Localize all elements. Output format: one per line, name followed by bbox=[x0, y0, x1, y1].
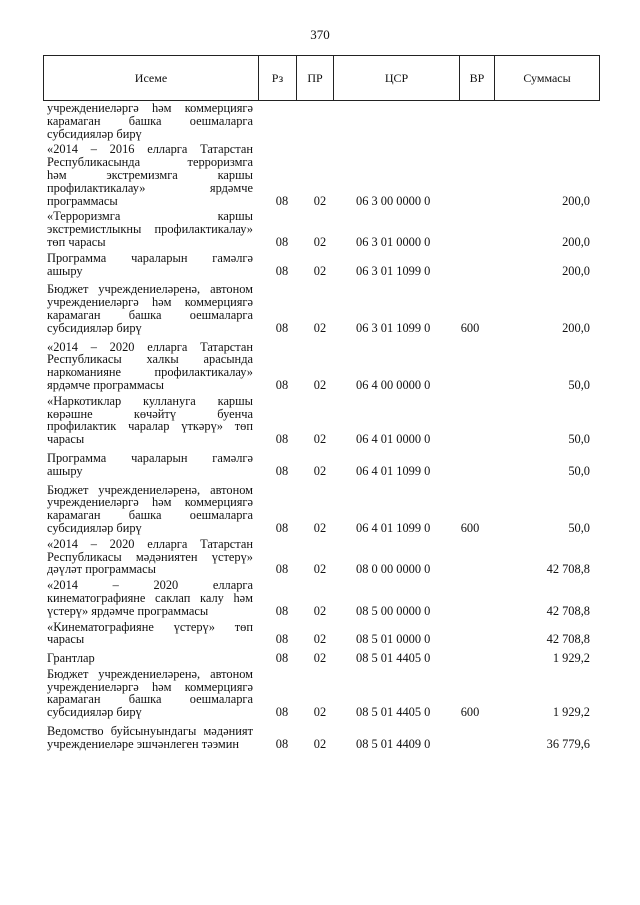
column-header-pr: ПР bbox=[297, 56, 334, 101]
row-name-line: карамаган башка оешмаларга bbox=[47, 692, 253, 707]
row-name bbox=[47, 652, 253, 665]
cell-pr: 02 bbox=[313, 651, 327, 666]
table-row bbox=[0, 143, 640, 207]
row-name bbox=[47, 484, 253, 535]
row-name-line: наркоманияне профилактикалау» bbox=[47, 365, 253, 380]
row-name-line: учреждениеләргә һәм коммерциягә bbox=[47, 295, 253, 310]
cell-csr: 08 5 00 0000 0 bbox=[356, 603, 431, 618]
page-number: 370 bbox=[310, 27, 330, 42]
row-name bbox=[47, 143, 253, 207]
table-row bbox=[0, 102, 640, 140]
row-name-line: субсидияләр бирү bbox=[47, 320, 142, 335]
cell-sum: 42 708,8 bbox=[546, 632, 590, 647]
cell-vr: 600 bbox=[460, 705, 480, 720]
column-header-name: Исеме bbox=[44, 56, 259, 101]
cell-csr: 08 5 01 4405 0 bbox=[356, 651, 431, 666]
row-name-line: кинематографияне саклап калу һәм bbox=[47, 590, 253, 605]
cell-sum: 200,0 bbox=[562, 234, 590, 249]
row-name-line: субсидияләр бирү bbox=[47, 520, 142, 535]
row-name-line: профилактикалау» ярдәмче bbox=[47, 180, 253, 195]
cell-rz: 08 bbox=[275, 234, 289, 249]
cell-sum: 42 708,8 bbox=[546, 603, 590, 618]
row-name bbox=[47, 621, 253, 647]
table-row bbox=[0, 484, 640, 535]
cell-pr: 02 bbox=[313, 320, 327, 335]
column-header-sum: Суммасы bbox=[495, 56, 600, 101]
row-name-line: учреждениеләре эшчәнлеген тәэмин bbox=[47, 736, 240, 751]
row-name-line: көрәшне көчәйтү буенча bbox=[47, 406, 253, 421]
cell-rz: 08 bbox=[275, 562, 289, 577]
row-name bbox=[47, 283, 253, 334]
cell-pr: 02 bbox=[313, 603, 327, 618]
row-name-line: Программа чараларын гамәлгә bbox=[47, 450, 253, 465]
table-row bbox=[0, 538, 640, 576]
row-name bbox=[47, 452, 253, 478]
cell-csr: 08 5 01 4409 0 bbox=[356, 736, 431, 751]
row-name-line: учреждениеләргә һәм коммерциягә bbox=[47, 495, 253, 510]
row-name-line: Бюджет учреждениеләренә, автоном bbox=[47, 666, 253, 681]
cell-sum: 200,0 bbox=[562, 193, 590, 208]
row-name-line: чарасы bbox=[47, 432, 85, 447]
row-name-line: «Терроризмга каршы bbox=[47, 209, 253, 224]
cell-vr: 600 bbox=[460, 520, 480, 535]
table-row bbox=[0, 621, 640, 647]
cell-sum: 200,0 bbox=[562, 320, 590, 335]
row-name-line: «Кинематографияне үстерү» төп bbox=[47, 619, 253, 634]
row-name bbox=[47, 252, 253, 278]
row-name-line: Программа чараларын гамәлгә bbox=[47, 250, 253, 265]
cell-rz: 08 bbox=[275, 320, 289, 335]
row-name-line: «2014 – 2020 елларга Татарстан bbox=[47, 536, 253, 551]
row-name-line: ашыру bbox=[47, 463, 83, 478]
table-row bbox=[0, 210, 640, 248]
row-name-line: субсидияләр бирү bbox=[47, 126, 142, 141]
row-name-line: профилактик чаралар үткәрү» төп bbox=[47, 419, 253, 434]
table-row bbox=[0, 668, 640, 719]
cell-sum: 1 929,2 bbox=[552, 705, 590, 720]
row-name bbox=[47, 341, 253, 392]
cell-rz: 08 bbox=[275, 603, 289, 618]
row-name-line: субсидияләр бирү bbox=[47, 705, 142, 720]
row-name-line: Республикасы халкы арасында bbox=[47, 352, 253, 367]
table-header bbox=[43, 55, 600, 101]
table-row bbox=[0, 652, 640, 665]
row-name-line: Грантлар bbox=[47, 651, 95, 666]
cell-rz: 08 bbox=[275, 377, 289, 392]
cell-csr: 08 0 00 0000 0 bbox=[356, 562, 431, 577]
column-header-rz: Рз bbox=[259, 56, 297, 101]
column-header-csr: ЦСР bbox=[334, 56, 460, 101]
table-row bbox=[0, 452, 640, 478]
table-row bbox=[0, 283, 640, 334]
row-name-line: үстерү» ярдәмче программасы bbox=[47, 603, 209, 618]
row-name-line: чарасы bbox=[47, 632, 85, 647]
row-name-line: «2014 – 2016 елларга Татарстан bbox=[47, 142, 253, 157]
row-name-line: дәүләт программасы bbox=[47, 562, 156, 577]
cell-rz: 08 bbox=[275, 463, 289, 478]
cell-pr: 02 bbox=[313, 736, 327, 751]
row-name-line: программасы bbox=[47, 193, 118, 208]
cell-pr: 02 bbox=[313, 377, 327, 392]
row-name-line: «2014 – 2020 елларга bbox=[47, 578, 253, 593]
table-row bbox=[0, 341, 640, 392]
cell-csr: 06 3 01 0000 0 bbox=[356, 234, 431, 249]
row-name-line: Бюджет учреждениеләренә, автоном bbox=[47, 482, 253, 497]
table-row bbox=[0, 579, 640, 617]
row-name-line: карамаган башка оешмаларга bbox=[47, 307, 253, 322]
row-name bbox=[47, 395, 253, 446]
cell-rz: 08 bbox=[275, 193, 289, 208]
cell-csr: 06 4 01 0000 0 bbox=[356, 432, 431, 447]
cell-rz: 08 bbox=[275, 736, 289, 751]
cell-vr: 600 bbox=[460, 320, 480, 335]
cell-sum: 50,0 bbox=[568, 520, 590, 535]
cell-sum: 36 779,6 bbox=[546, 736, 590, 751]
cell-sum: 200,0 bbox=[562, 263, 590, 278]
cell-pr: 02 bbox=[313, 463, 327, 478]
cell-csr: 06 3 01 1099 0 bbox=[356, 320, 431, 335]
cell-csr: 06 3 00 0000 0 bbox=[356, 193, 431, 208]
cell-sum: 1 929,2 bbox=[552, 651, 590, 666]
cell-rz: 08 bbox=[275, 432, 289, 447]
row-name bbox=[47, 579, 253, 617]
cell-rz: 08 bbox=[275, 263, 289, 278]
row-name-line: учреждениеләргә һәм коммерциягә bbox=[47, 101, 253, 115]
cell-csr: 06 4 01 1099 0 bbox=[356, 520, 431, 535]
row-name-line: һәм экстремизмга каршы bbox=[47, 167, 253, 182]
cell-pr: 02 bbox=[313, 193, 327, 208]
cell-csr: 06 4 00 0000 0 bbox=[356, 377, 431, 392]
row-name-line: Ведомство буйсынуындагы мәдәният bbox=[47, 724, 253, 739]
row-name-line: карамаган башка оешмаларга bbox=[47, 508, 253, 523]
row-name-line: «2014 – 2020 елларга Татарстан bbox=[47, 339, 253, 354]
column-header-vr: ВР bbox=[460, 56, 495, 101]
row-name-line: ашыру bbox=[47, 263, 83, 278]
table-row bbox=[0, 725, 640, 751]
row-name bbox=[47, 210, 253, 248]
cell-sum: 50,0 bbox=[568, 432, 590, 447]
cell-sum: 50,0 bbox=[568, 463, 590, 478]
row-name-line: учреждениеләргә һәм коммерциягә bbox=[47, 679, 253, 694]
row-name bbox=[47, 668, 253, 719]
cell-rz: 08 bbox=[275, 520, 289, 535]
row-name-line: экстремистлыкны профилактикалау» bbox=[47, 222, 253, 237]
cell-sum: 42 708,8 bbox=[546, 562, 590, 577]
row-name-line: Республикасында терроризмга bbox=[47, 155, 253, 170]
cell-csr: 06 4 01 1099 0 bbox=[356, 463, 431, 478]
cell-pr: 02 bbox=[313, 562, 327, 577]
cell-sum: 50,0 bbox=[568, 377, 590, 392]
row-name-line: Республикасы мәдәниятен үстерү» bbox=[47, 549, 253, 564]
cell-pr: 02 bbox=[313, 520, 327, 535]
row-name-line: ярдәмче программасы bbox=[47, 377, 164, 392]
row-name-line: Бюджет учреждениеләренә, автоном bbox=[47, 282, 253, 297]
cell-pr: 02 bbox=[313, 263, 327, 278]
cell-pr: 02 bbox=[313, 632, 327, 647]
table-row bbox=[0, 395, 640, 446]
row-name-line: төп чарасы bbox=[47, 234, 106, 249]
row-name bbox=[47, 102, 253, 140]
table-row bbox=[0, 252, 640, 278]
row-name-line: «Наркотиклар куллануга каршы bbox=[47, 393, 253, 408]
cell-csr: 08 5 01 0000 0 bbox=[356, 632, 431, 647]
cell-rz: 08 bbox=[275, 651, 289, 666]
row-name-line: карамаган башка оешмаларга bbox=[47, 113, 253, 128]
cell-csr: 08 5 01 4405 0 bbox=[356, 705, 431, 720]
cell-rz: 08 bbox=[275, 632, 289, 647]
cell-pr: 02 bbox=[313, 705, 327, 720]
cell-pr: 02 bbox=[313, 234, 327, 249]
row-name bbox=[47, 538, 253, 576]
cell-rz: 08 bbox=[275, 705, 289, 720]
cell-pr: 02 bbox=[313, 432, 327, 447]
table-body bbox=[0, 102, 640, 757]
row-name bbox=[47, 725, 253, 751]
cell-csr: 06 3 01 1099 0 bbox=[356, 263, 431, 278]
